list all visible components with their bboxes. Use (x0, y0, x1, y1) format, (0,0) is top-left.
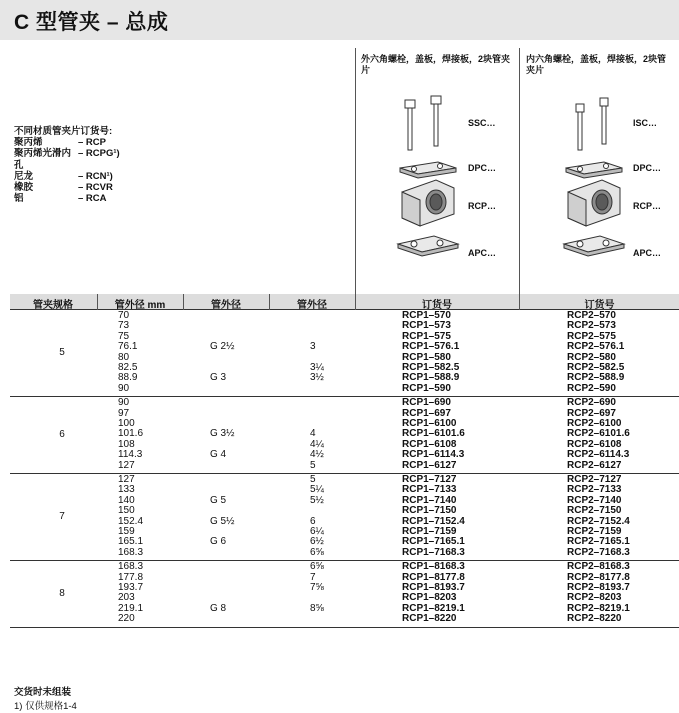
order-number-2: RCP2–575 (567, 330, 616, 342)
page-title: C 型管夹 – 总成 (14, 11, 169, 34)
column-divider (269, 294, 270, 310)
order-number-1: RCP1–8203 (402, 592, 457, 604)
order-number-1: RCP1–6114.3 (402, 449, 465, 461)
order-number-1: RCP1–8193.7 (402, 581, 465, 593)
order-number-2: RCP2–6101.6 (567, 428, 630, 440)
order-number-2: RCP2–697 (567, 407, 616, 419)
od-inch: 5½ (310, 494, 324, 506)
variant1-header: 外六角螺栓，盖板，焊接板，2块管夹片 (361, 54, 511, 75)
od-mm: 70 (118, 310, 130, 321)
od-inch: 3¼ (310, 362, 324, 373)
od-mm: 90 (118, 397, 130, 409)
order-number-1: RCP1–8220 (402, 613, 457, 625)
part-label-clamp: RCP… (468, 201, 497, 211)
od-mm: 97 (118, 407, 130, 419)
order-number-2: RCP2–7159 (567, 526, 622, 537)
od-inch: 6½ (310, 536, 324, 548)
order-number-1: RCP1–6101.6 (402, 428, 465, 440)
od-mm: 80 (118, 351, 130, 363)
od-inch: 7 (310, 571, 316, 583)
od-inch: 6¼ (310, 526, 324, 537)
order-number-1: RCP1–6108 (402, 438, 457, 450)
order-number-1: RCP1–6127 (402, 459, 457, 471)
column-divider (519, 294, 520, 310)
order-number-2: RCP2–8193.7 (567, 581, 630, 593)
size-group (10, 310, 679, 397)
material-item: 聚丙烯光滑内孔 – RCPG¹) (14, 148, 120, 171)
order-number-1: RCP1–588.9 (402, 372, 460, 384)
od-mm: 108 (118, 438, 135, 450)
weld-plate-icon (398, 236, 458, 256)
variant2-header: 内六角螺栓，盖板，焊接板，2块管夹片 (526, 54, 667, 75)
title-bar (0, 0, 679, 40)
od-mm: 73 (118, 320, 130, 332)
order-number-1: RCP1–697 (402, 407, 451, 419)
order-number-2: RCP2–8203 (567, 592, 622, 604)
order-number-1: RCP1–570 (402, 310, 451, 321)
od-mm: 193.7 (118, 581, 144, 593)
divider-left (355, 48, 356, 294)
materials-heading: 不同材质管夹片订货号: (14, 126, 113, 137)
od-mm: 220 (118, 613, 135, 625)
order-number-2: RCP2–590 (567, 382, 616, 394)
od-inch: 6 (310, 515, 316, 527)
od-thread: G 8 (210, 602, 227, 614)
order-number-1: RCP1–7133 (402, 484, 457, 496)
order-number-2: RCP2–7165.1 (567, 536, 630, 548)
od-thread: G 2½ (210, 341, 235, 353)
header-od-inch: 管外径 (297, 300, 327, 311)
clamp-size: 5 (59, 347, 65, 359)
divider-middle (519, 48, 520, 294)
clamp-assembly-hex-illustration (392, 92, 464, 272)
od-inch: 3½ (310, 372, 324, 384)
clamp-size: 6 (59, 429, 65, 441)
order-number-2: RCP2–7152.4 (567, 515, 630, 527)
header-order-2: 订货号 (584, 300, 615, 311)
order-number-2: RCP2–8177.8 (567, 571, 630, 583)
header-order-1: 订货号 (422, 300, 452, 311)
clamp-size: 8 (59, 587, 65, 599)
od-inch: 6⅝ (310, 561, 324, 573)
clamp-assembly-socket-illustration (558, 92, 630, 272)
header-od-thread: 管外径 (211, 300, 241, 311)
order-number-1: RCP1–8177.8 (402, 571, 465, 583)
od-mm: 168.3 (118, 546, 144, 558)
od-inch: 4½ (310, 449, 324, 461)
order-number-1: RCP1–576.1 (402, 341, 460, 353)
part-label-clamp: RCP… (633, 201, 662, 211)
od-mm: 76.1 (118, 341, 138, 353)
od-inch: 5 (310, 474, 316, 485)
order-number-2: RCP2–570 (567, 310, 616, 321)
od-mm: 133 (118, 484, 135, 496)
order-number-2: RCP2–7127 (567, 474, 622, 485)
part-label-bolt-hex: SSC… (468, 118, 496, 128)
od-thread: G 5 (210, 494, 227, 506)
od-inch: 5 (310, 459, 316, 471)
od-mm: 90 (118, 382, 130, 394)
footer-footnote: 1) 仅供规格1-4 (14, 701, 77, 712)
order-number-1: RCP1–8168.3 (402, 561, 465, 573)
od-mm: 75 (118, 330, 130, 342)
od-mm: 152.4 (118, 515, 144, 527)
od-thread: G 3½ (210, 428, 235, 440)
order-number-1: RCP1–7159 (402, 526, 457, 537)
od-mm: 168.3 (118, 561, 144, 573)
column-divider (183, 294, 184, 310)
order-number-1: RCP1–582.5 (402, 362, 460, 373)
od-inch: 3 (310, 341, 316, 353)
order-number-2: RCP2–7133 (567, 484, 622, 496)
order-number-1: RCP1–575 (402, 330, 451, 342)
od-mm: 82.5 (118, 362, 138, 373)
part-label-cover: DPC… (633, 163, 662, 173)
od-thread: G 4 (210, 449, 227, 461)
order-number-2: RCP2–580 (567, 351, 616, 363)
od-mm: 165.1 (118, 536, 144, 548)
od-inch: 7⅝ (310, 581, 324, 593)
weld-plate-icon (564, 236, 624, 256)
material-item: 尼龙 – RCN¹) (14, 170, 113, 182)
od-mm: 88.9 (118, 372, 138, 384)
od-mm: 127 (118, 474, 135, 485)
order-number-1: RCP1–6100 (402, 417, 457, 429)
od-inch: 6⅝ (310, 546, 324, 558)
order-number-1: RCP1–7127 (402, 474, 457, 485)
table-header (10, 294, 679, 310)
clamp-body-icon (402, 180, 454, 226)
part-label-weld-plate: APC… (468, 248, 497, 258)
order-number-2: RCP2–588.9 (567, 372, 625, 384)
order-number-1: RCP1–573 (402, 320, 451, 332)
od-inch: 4¼ (310, 438, 324, 450)
order-number-2: RCP2–576.1 (567, 341, 625, 353)
od-mm: 114.3 (118, 449, 143, 461)
socket-bolt-icon (576, 98, 608, 150)
order-number-1: RCP1–580 (402, 351, 451, 363)
footer-note: 交货时未组装 (14, 687, 72, 698)
od-mm: 140 (118, 494, 135, 506)
clamp-size: 7 (59, 511, 65, 523)
od-mm: 159 (118, 526, 135, 537)
order-number-2: RCP2–582.5 (567, 362, 625, 373)
cover-plate-icon (400, 162, 456, 178)
column-divider (97, 294, 98, 310)
order-number-2: RCP2–6100 (567, 417, 622, 429)
part-label-weld-plate: APC… (633, 248, 662, 258)
order-number-2: RCP2–6108 (567, 438, 622, 450)
od-thread: G 6 (210, 536, 227, 548)
od-inch: 4 (310, 428, 316, 440)
order-number-2: RCP2–690 (567, 397, 616, 409)
od-mm: 127 (118, 459, 135, 471)
size-group (10, 397, 679, 474)
clamp-body-icon (568, 180, 620, 226)
material-item: 铝 – RCA (14, 193, 107, 205)
part-label-bolt-socket: ISC… (633, 118, 658, 128)
materials-block (14, 126, 120, 204)
od-mm: 101.6 (118, 428, 144, 440)
header-od-mm: 管外径 mm (114, 300, 166, 311)
part-label-cover: DPC… (468, 163, 497, 173)
column-divider (355, 294, 356, 310)
od-inch: 5¼ (310, 484, 324, 496)
order-number-2: RCP2–6127 (567, 459, 622, 471)
order-number-2: RCP2–8168.3 (567, 561, 630, 573)
od-thread: G 3 (210, 372, 227, 384)
order-number-1: RCP1–590 (402, 382, 451, 394)
cover-plate-icon (566, 162, 622, 178)
order-number-1: RCP1–690 (402, 397, 451, 409)
order-number-2: RCP2–7140 (567, 494, 622, 506)
od-mm: 150 (118, 505, 135, 517)
order-number-1: RCP1–7168.3 (402, 546, 465, 558)
order-number-2: RCP2–7168.3 (567, 546, 630, 558)
material-item: 橡胶 – RCVR (14, 182, 113, 194)
order-number-2: RCP2–573 (567, 320, 616, 332)
size-group (10, 474, 679, 561)
od-mm: 203 (118, 592, 135, 604)
order-number-1: RCP1–8219.1 (402, 602, 465, 614)
material-item: 聚丙烯 – RCP (14, 137, 106, 149)
od-inch: 8⅝ (310, 602, 324, 614)
order-number-1: RCP1–7152.4 (402, 515, 465, 527)
order-number-2: RCP2–7150 (567, 505, 622, 517)
order-number-1: RCP1–7165.1 (402, 536, 465, 548)
od-mm: 177.8 (118, 571, 144, 583)
order-number-2: RCP2–8219.1 (567, 602, 630, 614)
od-thread: G 5½ (210, 515, 235, 527)
size-group (10, 561, 679, 627)
od-mm: 100 (118, 417, 135, 429)
order-number-1: RCP1–7140 (402, 494, 457, 506)
order-number-2: RCP2–6114.3 (567, 449, 630, 461)
order-number-1: RCP1–7150 (402, 505, 457, 517)
order-number-2: RCP2–8220 (567, 613, 622, 625)
od-mm: 219.1 (118, 602, 144, 614)
header-size: 管夹规格 (33, 300, 73, 311)
hex-bolt-icon (405, 96, 441, 150)
